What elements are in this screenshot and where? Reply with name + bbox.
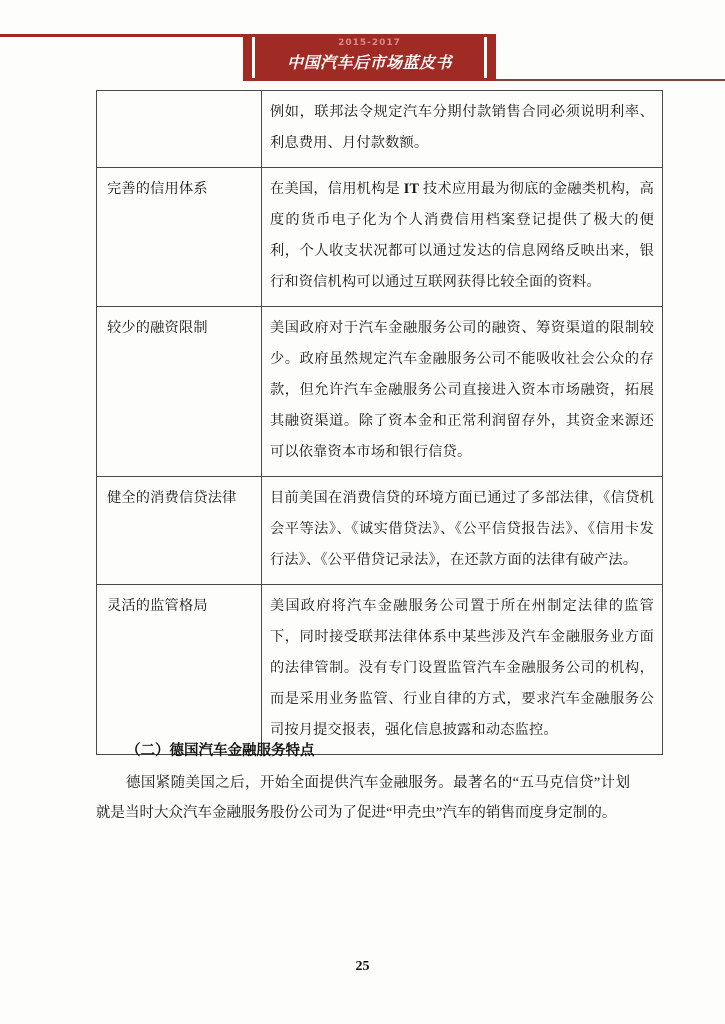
- section-paragraph: 德国紧随美国之后，开始全面提供汽车金融服务。最著名的“五马克信贷”计划就是当时大众汽车金融服务股份公司为了促进“甲壳虫”汽车的销售而度身定制的。: [96, 775, 630, 821]
- header-years: 2015-2017: [338, 38, 401, 48]
- features-table: [96, 90, 663, 755]
- table-row: [97, 168, 663, 307]
- prose-section: [96, 736, 630, 828]
- table-row: [97, 307, 663, 477]
- table-row: [97, 585, 663, 755]
- table-cell-description: 目前美国在消费信贷的环境方面已通过了多部法律，《信贷机会平等法》、《诚实借贷法》、《公平信贷报告法》、《信用卡发行法》、《公平借贷记录法》，在还款方面的法律有破产法。: [262, 477, 663, 585]
- page-header: [0, 34, 725, 82]
- description-pre-text: 在美国，信用机构是: [270, 181, 404, 197]
- table-cell-category: 完善的信用体系: [97, 168, 262, 307]
- table-cell-description: 例如，联邦法令规定汽车分期付款销售合同必须说明利率、利息费用、月付款数额。: [262, 91, 663, 168]
- features-table-body: [97, 91, 663, 755]
- table-cell-description: 美国政府将汽车金融服务公司置于所在州制定法律的监管下，同时接受联邦法律体系中某些涉及汽车金融服务业方面的法律管制。没有专门设置监管汽车金融服务公司的机构，而是采用业务监管、行业自律的方式，要求汽车金融服务公司按月提交报表，强化信息披露和动态监控。: [262, 585, 663, 755]
- section-subheading: （二）德国汽车金融服务特点: [126, 743, 315, 759]
- header-rule-right: [495, 79, 725, 81]
- table-cell-description: [262, 168, 663, 307]
- page-number: 25: [355, 959, 370, 974]
- table-row: [97, 477, 663, 585]
- header-rule-left: [0, 34, 246, 37]
- header-banner: [243, 34, 496, 81]
- table-cell-category: 健全的消费信贷法律: [97, 477, 262, 585]
- table-cell-description: 美国政府对于汽车金融服务公司的融资、筹资渠道的限制较少。政府虽然规定汽车金融服务公司不能吸收社会公众的存款，但允许汽车金融服务公司直接进入资本市场融资，拓展其融资渠道。除了资本金和正常利润留存外，其资金来源还可以依靠资本市场和银行信贷。: [262, 307, 663, 477]
- header-title: 中国汽车后市场蓝皮书: [286, 53, 452, 72]
- description-post-text: 技术应用最为彻底的金融类机构，高度的货币电子化为个人消费信用档案登记提供了极大的便利，个人收支状况都可以通过发达的信息网络反映出来，银行和资信机构可以通过互联网获得比较全面的资料。: [270, 181, 654, 290]
- description-bold-text: IT: [403, 181, 420, 197]
- table-cell-category: [97, 91, 262, 168]
- table-cell-category: 灵活的监管格局: [97, 585, 262, 755]
- table-row: [97, 91, 663, 168]
- table-cell-category: 较少的融资限制: [97, 307, 262, 477]
